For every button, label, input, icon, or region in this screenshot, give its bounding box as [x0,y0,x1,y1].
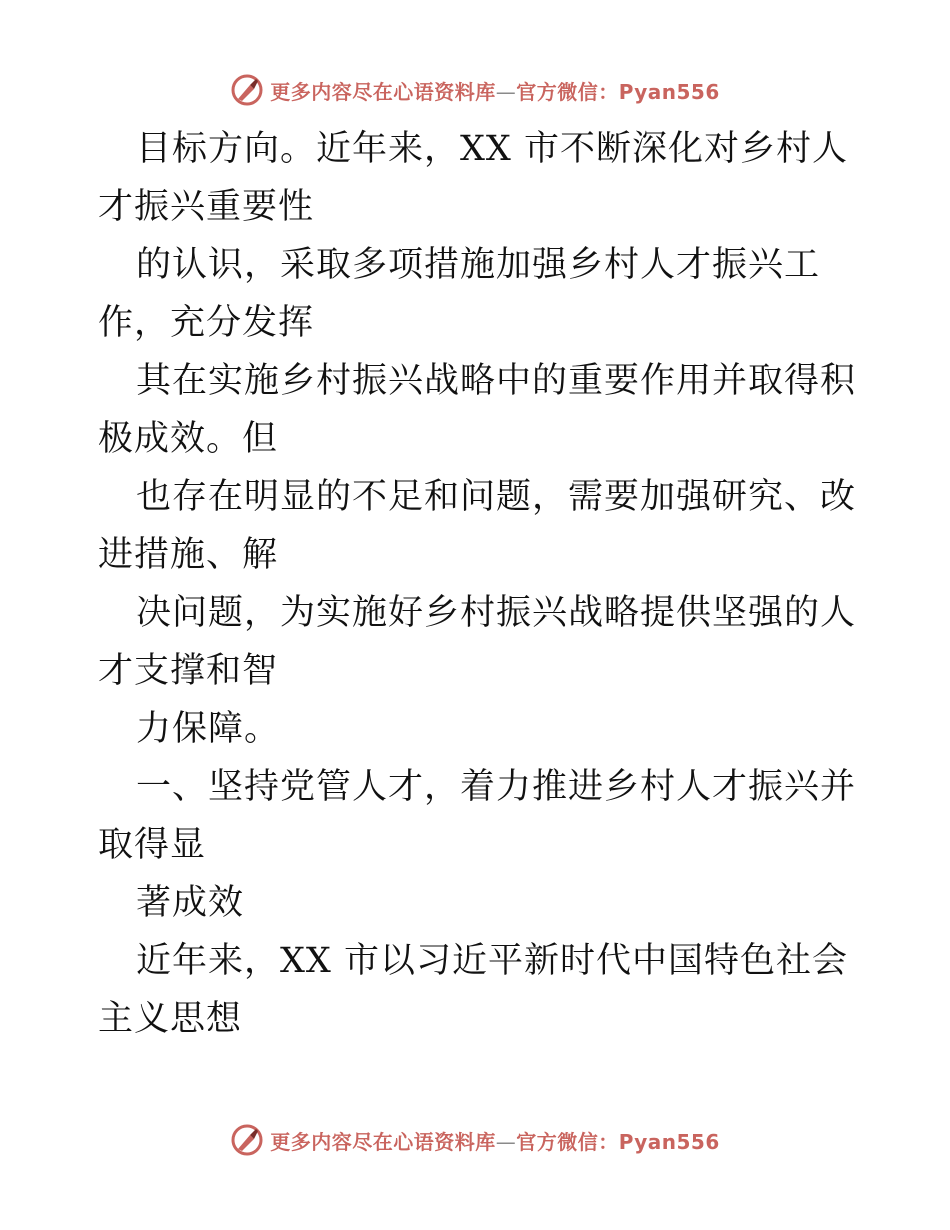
paragraph: 也存在明显的不足和问题，需要加强研究、改进措施、解 [98,477,857,575]
header-brand-line: 更多内容尽在心语资料库—官方微信：Pyan556 [270,79,720,104]
page-header [0,70,950,110]
page-footer [0,1120,950,1160]
paragraph: 近年来，XX 市以习近平新时代中国特色社会主义思想 [98,941,848,1039]
pen-nib-logo-icon [230,1123,264,1157]
paragraph: 决问题，为实施好乡村振兴战略提供坚强的人才支撑和智 [98,593,857,691]
paragraph: 其在实施乡村振兴战略中的重要作用并取得积极成效。但 [98,361,857,459]
paragraph: 力保障。 [136,709,281,749]
section-heading-continued: 著成效 [136,883,245,923]
paragraph: 目标方向。近年来，XX 市不断深化对乡村人才振兴重要性 [98,129,848,227]
pen-nib-logo-icon [230,73,264,107]
paragraph: 的认识，采取多项措施加强乡村人才振兴工作，充分发挥 [98,245,821,343]
footer-brand-line: 更多内容尽在心语资料库—官方微信：Pyan556 [270,1129,720,1154]
section-heading: 一、坚持党管人才，着力推进乡村人才振兴并取得显 [98,767,857,865]
document-body [98,120,858,1048]
